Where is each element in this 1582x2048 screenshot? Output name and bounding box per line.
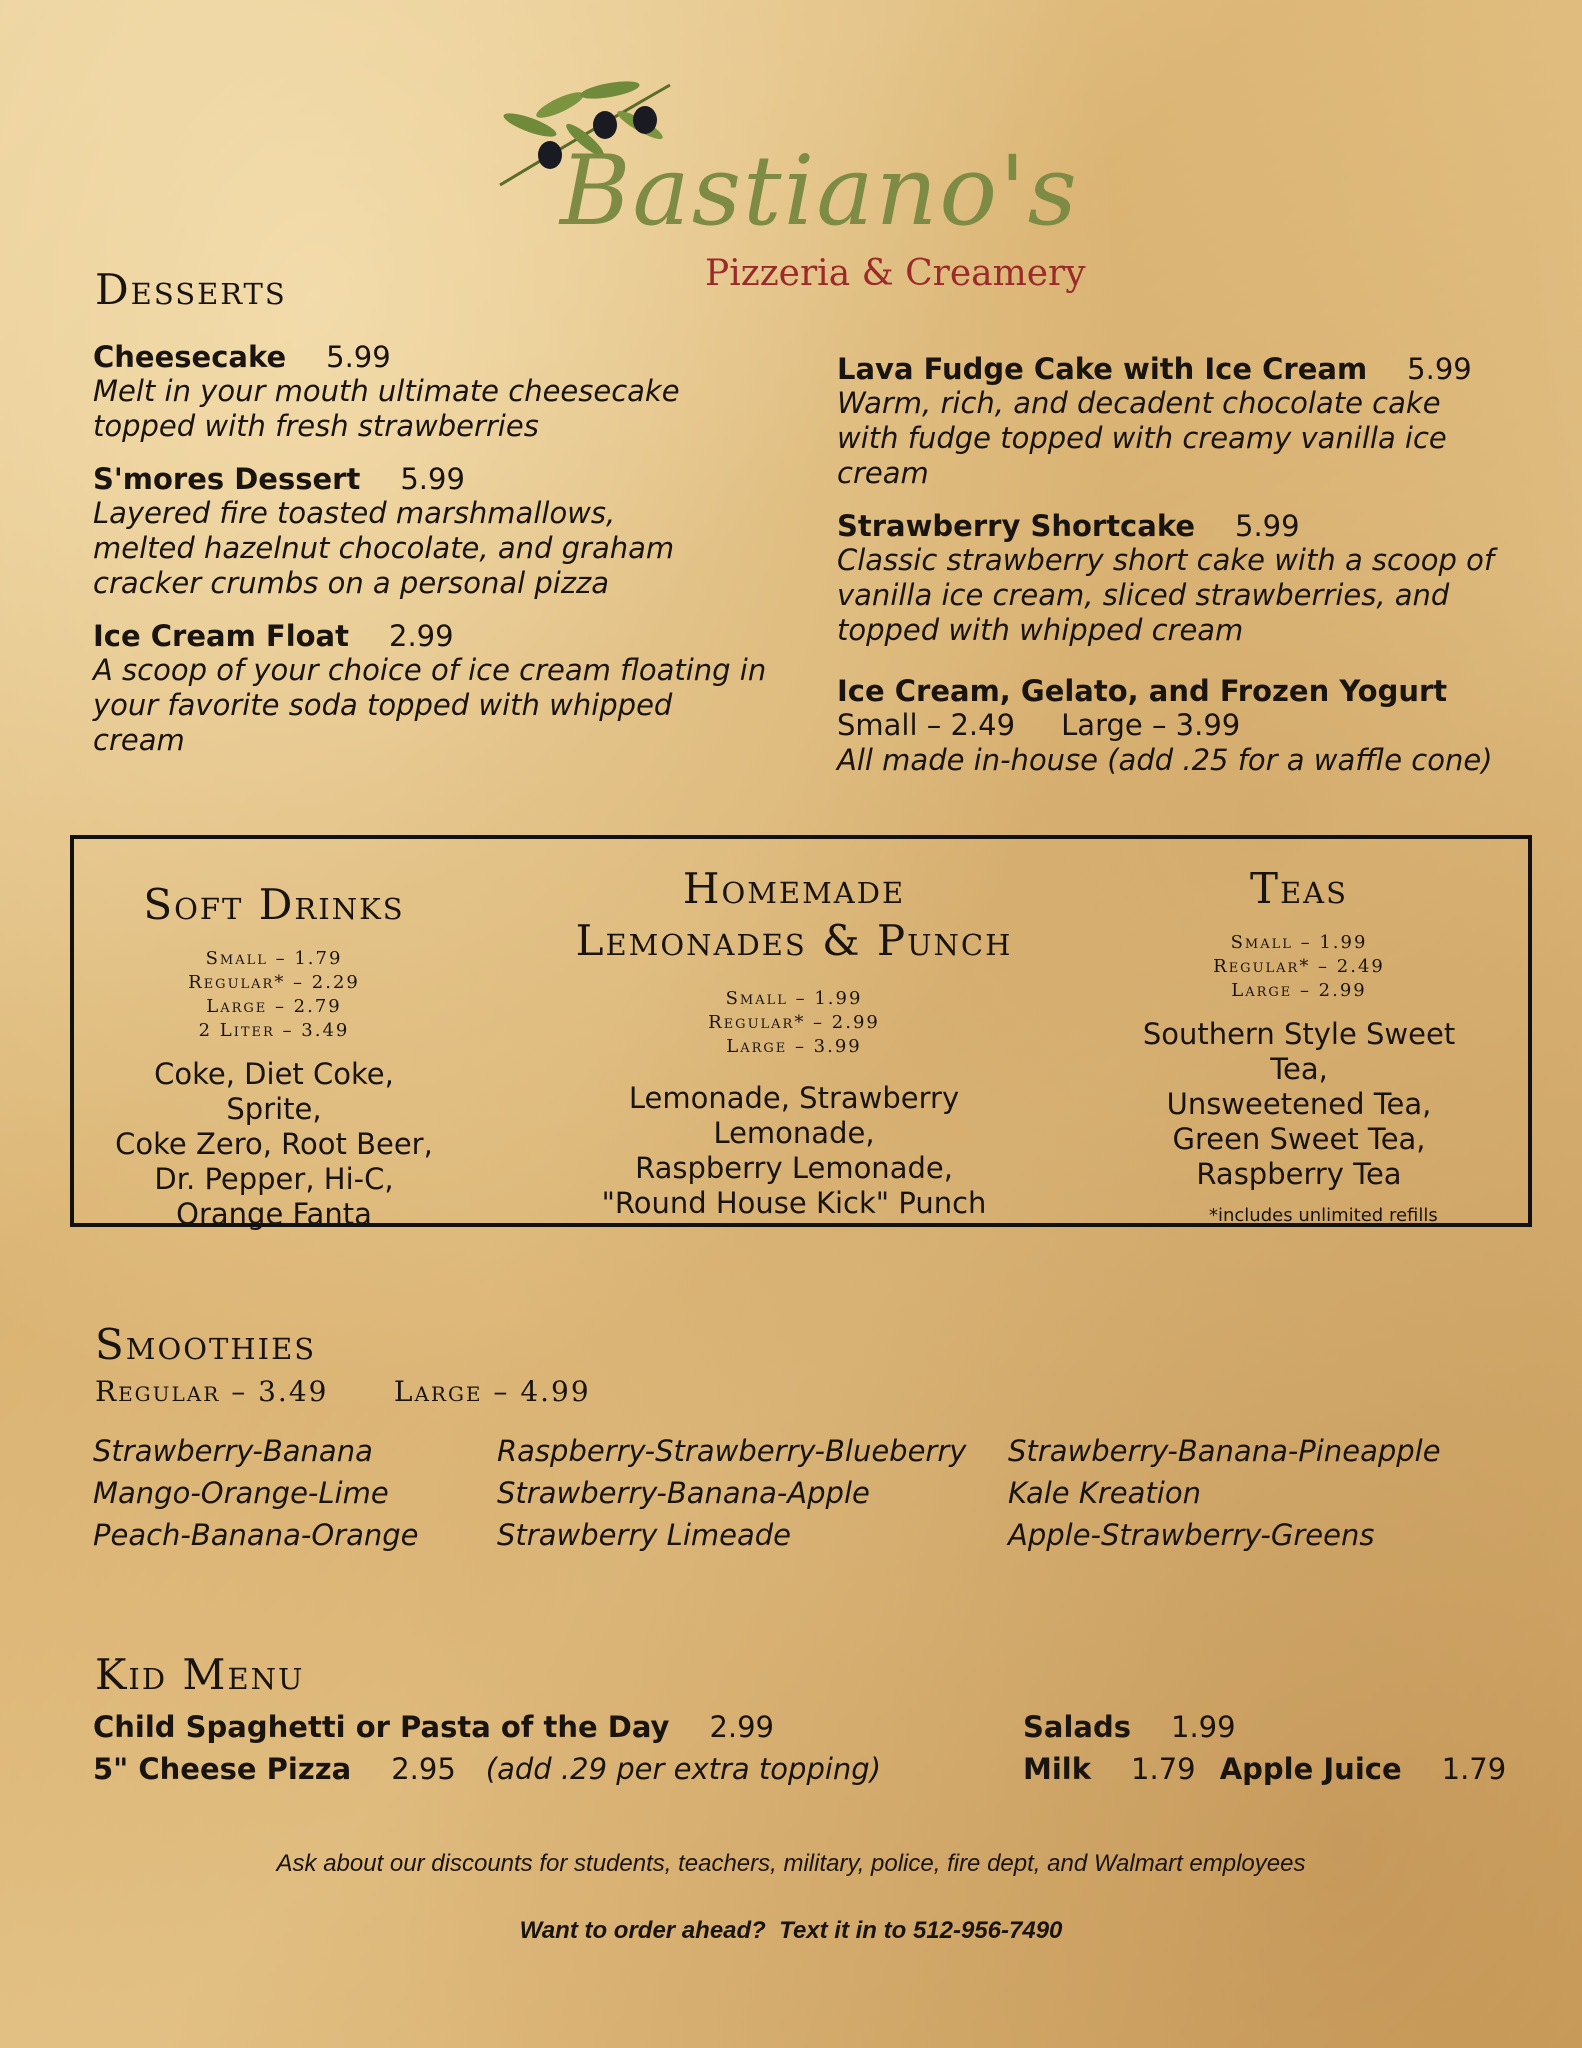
dessert-item xyxy=(93,340,773,444)
soft-drinks-column xyxy=(104,879,444,1232)
discount-note: Ask about our discounts for students, teachers, military, police, fire dept, and Walmart employees xyxy=(276,1850,1306,1877)
dessert-price: 5.99 xyxy=(1407,352,1472,386)
lemonade-heading xyxy=(544,863,1044,967)
size-price: Regular* – 2.29 xyxy=(188,972,360,993)
refills-footnote: *includes unlimited refills xyxy=(1209,1205,1438,1226)
logo xyxy=(490,65,1090,315)
drink-line: Unsweetened Tea, xyxy=(1166,1087,1432,1121)
teas-sizes xyxy=(1119,931,1479,1003)
dessert-name: Ice Cream Float xyxy=(93,619,349,653)
smoothies-column-2 xyxy=(497,1430,966,1556)
dessert-item xyxy=(93,619,773,758)
kid-item-price: 1.99 xyxy=(1171,1710,1236,1744)
size-price: 2 Liter – 3.49 xyxy=(198,1020,350,1041)
logo-brand: Bastiano's xyxy=(560,135,1079,247)
drink-line: Lemonade, Strawberry Lemonade, xyxy=(628,1081,960,1150)
drink-line: Coke, Diet Coke, Sprite, xyxy=(154,1057,394,1126)
smoothies-heading: Smoothies xyxy=(95,1320,317,1369)
dessert-name: Strawberry Shortcake xyxy=(837,509,1195,543)
desserts-right-column xyxy=(837,352,1507,778)
size-price: Large – 2.79 xyxy=(206,996,342,1017)
kid-item-name: Apple Juice xyxy=(1219,1752,1402,1786)
kid-menu-heading: Kid Menu xyxy=(95,1650,305,1699)
soft-drinks-heading: Soft Drinks xyxy=(143,880,405,929)
icecream-item xyxy=(837,674,1507,778)
size-price: Regular* – 2.49 xyxy=(1213,956,1385,977)
drink-line: Raspberry Tea xyxy=(1196,1157,1402,1191)
dessert-description: Layered fire toasted marshmallows, melted hazelnut chocolate, and graham cracker crumbs on a personal pizza xyxy=(93,496,675,600)
dessert-description: Melt in your mouth ultimate cheesecake topped with fresh strawberries xyxy=(93,374,680,443)
dessert-price: 5.99 xyxy=(1235,509,1300,543)
dessert-item xyxy=(837,352,1507,491)
smoothie-item: Kale Kreation xyxy=(1008,1476,1201,1510)
icecream-name: Ice Cream, Gelato, and Frozen Yogurt xyxy=(837,674,1448,708)
smoothies-sizes: Regular – 3.49 Large – 4.99 xyxy=(95,1375,591,1408)
kid-item-price: 1.79 xyxy=(1131,1752,1196,1786)
dessert-price: 2.99 xyxy=(389,619,454,653)
smoothies-column-1 xyxy=(93,1430,418,1556)
kid-item-name: Child Spaghetti or Pasta of the Day xyxy=(93,1710,670,1744)
smoothie-item: Mango-Orange-Lime xyxy=(93,1476,389,1510)
size-price: Large – 3.99 xyxy=(726,1036,862,1057)
smoothie-item: Peach-Banana-Orange xyxy=(93,1518,419,1552)
drink-line: Raspberry Lemonade, xyxy=(635,1151,953,1185)
kid-item-price: 2.95 xyxy=(391,1752,456,1786)
desserts-heading: Desserts xyxy=(95,265,287,314)
desserts-left-column xyxy=(93,340,773,776)
lemonade-heading-line: Homemade xyxy=(682,864,906,913)
kid-item-pizza xyxy=(93,1752,881,1786)
smoothie-item: Strawberry-Banana-Pineapple xyxy=(1008,1434,1441,1468)
drink-line: Southern Style Sweet Tea, xyxy=(1142,1017,1456,1086)
dessert-name: Lava Fudge Cake with Ice Cream xyxy=(837,352,1368,386)
dessert-description: Classic strawberry short cake with a scoop of vanilla ice cream, sliced strawberries, and topped with whipped cream xyxy=(837,543,1495,647)
kid-item-name: 5" Cheese Pizza xyxy=(93,1752,352,1786)
teas-heading: Teas xyxy=(1250,864,1348,913)
dessert-name: S'mores Dessert xyxy=(93,462,361,496)
kid-item-name: Salads xyxy=(1023,1710,1131,1744)
lemonade-list xyxy=(544,1081,1044,1221)
soft-drinks-list xyxy=(104,1057,444,1232)
dessert-description: A scoop of your choice of ice cream floating in your favorite soda topped with whipped cream xyxy=(93,653,767,757)
size-price: Small – 1.99 xyxy=(725,988,863,1009)
dessert-description: Warm, rich, and decadent chocolate cake with fudge topped with creamy vanilla ice cream xyxy=(837,386,1447,490)
drinks-box xyxy=(70,835,1532,1231)
soft-drinks-sizes xyxy=(104,947,444,1043)
lemonade-heading-line: Lemonades & Punch xyxy=(575,916,1013,965)
size-price: Regular* – 2.99 xyxy=(708,1012,880,1033)
size-price: Small – 1.99 xyxy=(1230,932,1368,953)
icecream-note: All made in-house (add .25 for a waffle cone) xyxy=(837,743,1493,777)
kid-item-note: (add .29 per extra topping) xyxy=(485,1752,882,1786)
kid-item-salads xyxy=(1023,1710,1236,1744)
kid-item-price: 2.99 xyxy=(709,1710,775,1744)
kid-item-name: Milk xyxy=(1023,1752,1092,1786)
drink-line: Green Sweet Tea, xyxy=(1172,1122,1426,1156)
dessert-price: 5.99 xyxy=(326,340,391,374)
drink-line: "Round House Kick" Punch xyxy=(601,1186,987,1220)
teas-column xyxy=(1119,863,1479,1192)
teas-list xyxy=(1119,1017,1479,1192)
size-price: Large – 2.99 xyxy=(1231,980,1367,1001)
lemonade-sizes xyxy=(544,987,1044,1059)
smoothie-item: Raspberry-Strawberry-Blueberry xyxy=(497,1434,967,1468)
smoothie-item: Strawberry-Banana xyxy=(93,1434,373,1468)
dessert-item xyxy=(93,462,773,601)
kid-item-drinks xyxy=(1023,1752,1506,1786)
dessert-item xyxy=(837,509,1507,648)
icecream-sizes: Small – 2.49 Large – 3.99 xyxy=(837,708,1241,742)
logo-subtitle: Pizzeria & Creamery xyxy=(705,253,1086,294)
smoothie-item: Apple-Strawberry-Greens xyxy=(1008,1518,1375,1552)
dessert-name: Cheesecake xyxy=(93,340,287,374)
drink-line: Orange Fanta xyxy=(176,1197,372,1231)
smoothies-column-3 xyxy=(1008,1430,1441,1556)
smoothie-item: Strawberry-Banana-Apple xyxy=(497,1476,870,1510)
smoothie-item: Strawberry Limeade xyxy=(497,1518,791,1552)
size-price: Small – 1.79 xyxy=(205,948,343,969)
order-ahead-note: Want to order ahead? Text it in to 512-956-7490 xyxy=(519,1917,1063,1944)
drink-line: Coke Zero, Root Beer, xyxy=(115,1127,433,1161)
lemonade-column xyxy=(544,863,1044,1221)
kid-item-price: 1.79 xyxy=(1441,1752,1507,1786)
kid-item-spaghetti xyxy=(93,1710,774,1744)
dessert-price: 5.99 xyxy=(400,462,465,496)
drink-line: Dr. Pepper, Hi-C, xyxy=(154,1162,394,1196)
